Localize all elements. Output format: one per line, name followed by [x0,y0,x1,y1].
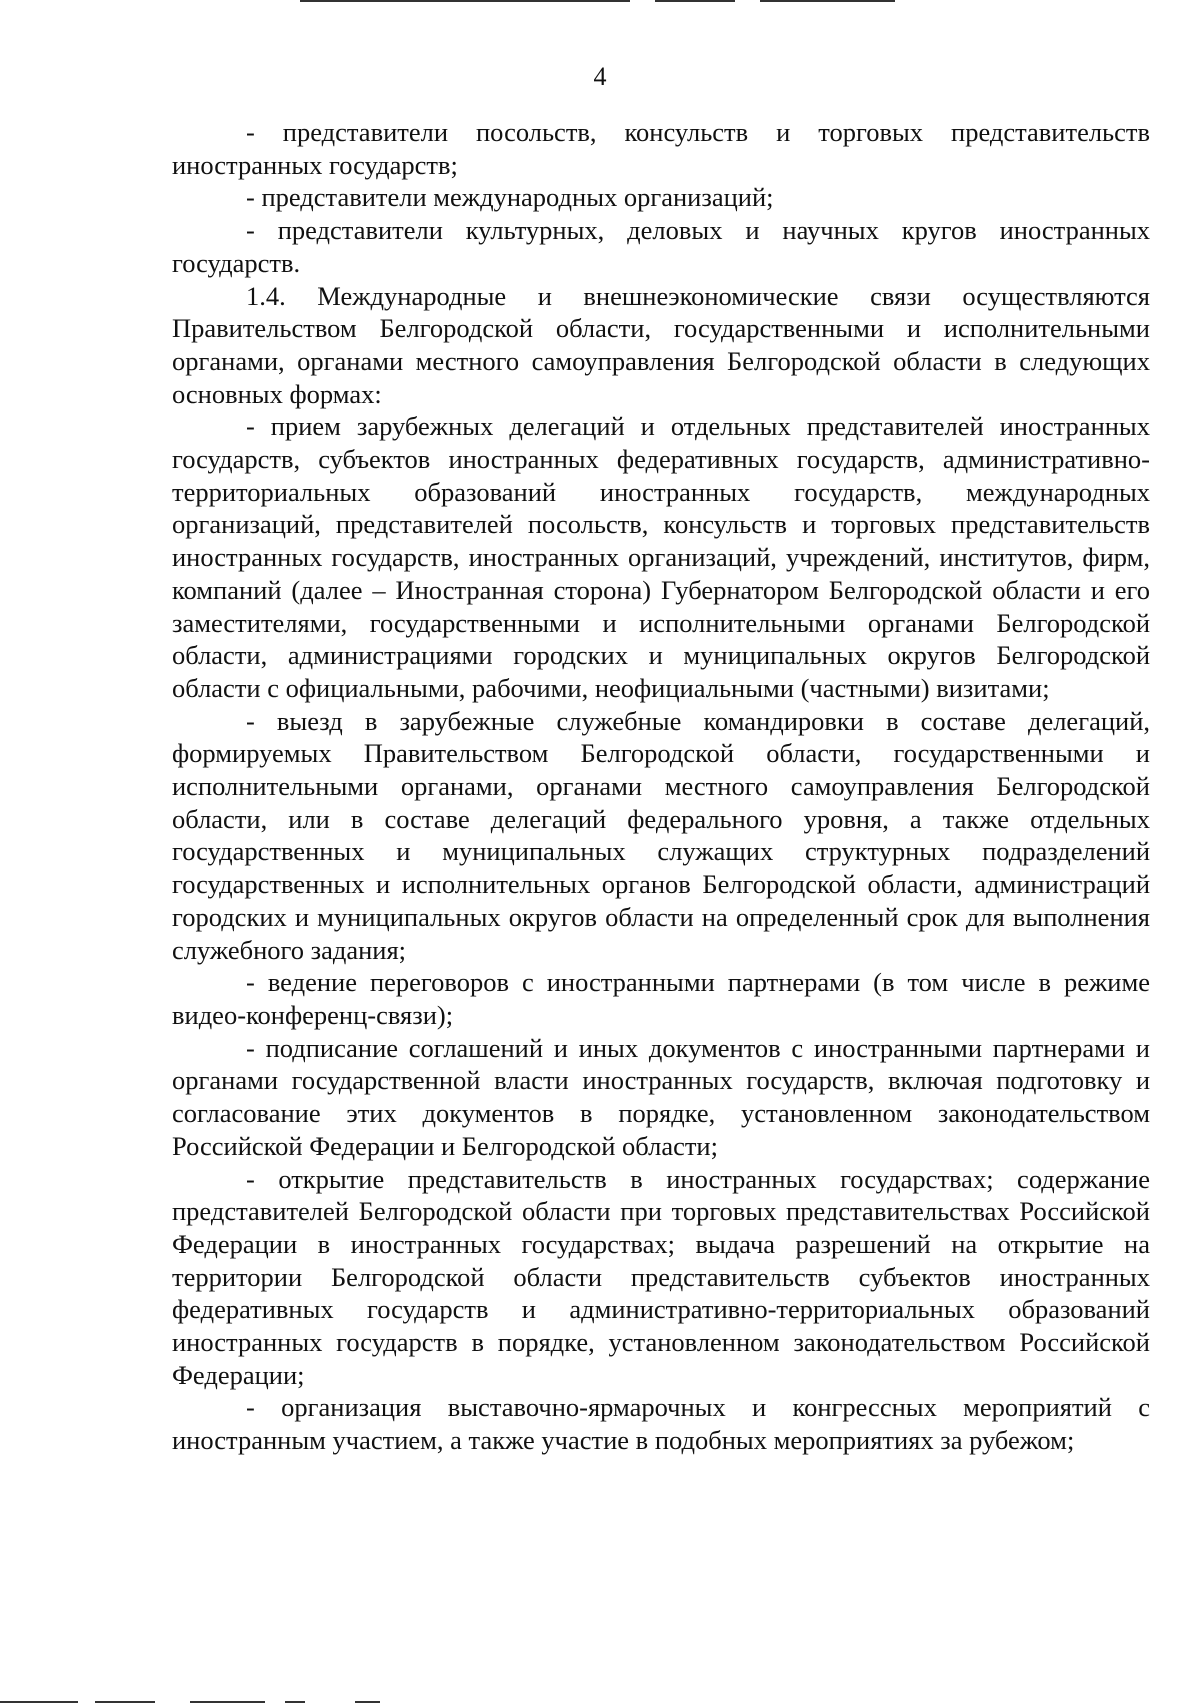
paragraph: - представители международных организаций; [246,182,774,213]
paragraph: - представители посольств, консульств и торговых представительств иностранных государств; [172,117,1150,180]
scan-artifact-bottom [355,1701,380,1703]
document-body [172,116,1150,1457]
paragraph: - организация выставочно-ярмарочных и конгрессных мероприятий с иностранным участием, а также участие в подобных мероприятиях за рубежом; [172,1392,1150,1456]
paragraph: - выезд в зарубежные служебные командировки в составе делегаций, формируемых Правительством Белгородской области, государственными и исполнительными органами, органами местного самоуправления Белгородской области, или в составе делегаций федерального уровня, а также отдельных государственных и муниципальных служащих структурных подразделений государственных и исполнительных органов Белгородской области, администраций городских и муниципальных округов области на определенный срок для выполнения служебного задания; [172,705,1150,965]
page-number: 4 [593,62,607,91]
paragraph: - подписание соглашений и иных документов с иностранными партнерами и органами государственной власти иностранных государств, включая подготовку и согласование этих документов в порядке, установленном законодательством Российской Федерации и Белгородской области; [172,1032,1150,1161]
scan-artifact-bottom [285,1701,305,1703]
scan-artifact-bottom [0,1701,78,1703]
scan-artifact-top [300,0,630,2]
paragraph: - представители культурных, деловых и научных кругов иностранных государств. [172,215,1150,278]
scan-artifact-top [760,0,895,2]
paragraph: - открытие представительств в иностранных государствах; содержание представителей Белгородской области при торговых представительствах Российской Федерации в иностранных государствах; выдача разрешений на открытие на территории Белгородской области представительств субъектов иностранных федеративных государств и административно-территориальных образований иностранных государств в порядке, установленном законодательством Российской Федерации; [172,1163,1150,1390]
paragraph: - прием зарубежных делегаций и отдельных представителей иностранных государств, субъектов иностранных федеративных государств, административно-территориальных образований иностранных государств, международных организаций, представителей посольств, консульств и торговых представительств иностранных государств, иностранных организаций, учреждений, институтов, фирм, компаний (далее – Иностранная сторона) Губернатором Белгородской области и его заместителями, государственными и исполнительными органами Белгородской области, администрациями городских и муниципальных округов Белгородской области с официальными, рабочими, неофициальными (частными) визитами; [172,411,1150,703]
scan-artifact-bottom [95,1701,155,1703]
paragraph: 1.4. Международные и внешнеэкономические связи осуществляются Правительством Белгородской области, государственными и исполнительными органами, органами местного самоуправления Белгородской области в следующих основных формах: [172,280,1150,409]
paragraph: - ведение переговоров с иностранными партнерами (в том числе в режиме видео-конференц-связи); [172,967,1150,1030]
scan-artifact-bottom [190,1701,265,1703]
scan-artifact-top [655,0,735,2]
